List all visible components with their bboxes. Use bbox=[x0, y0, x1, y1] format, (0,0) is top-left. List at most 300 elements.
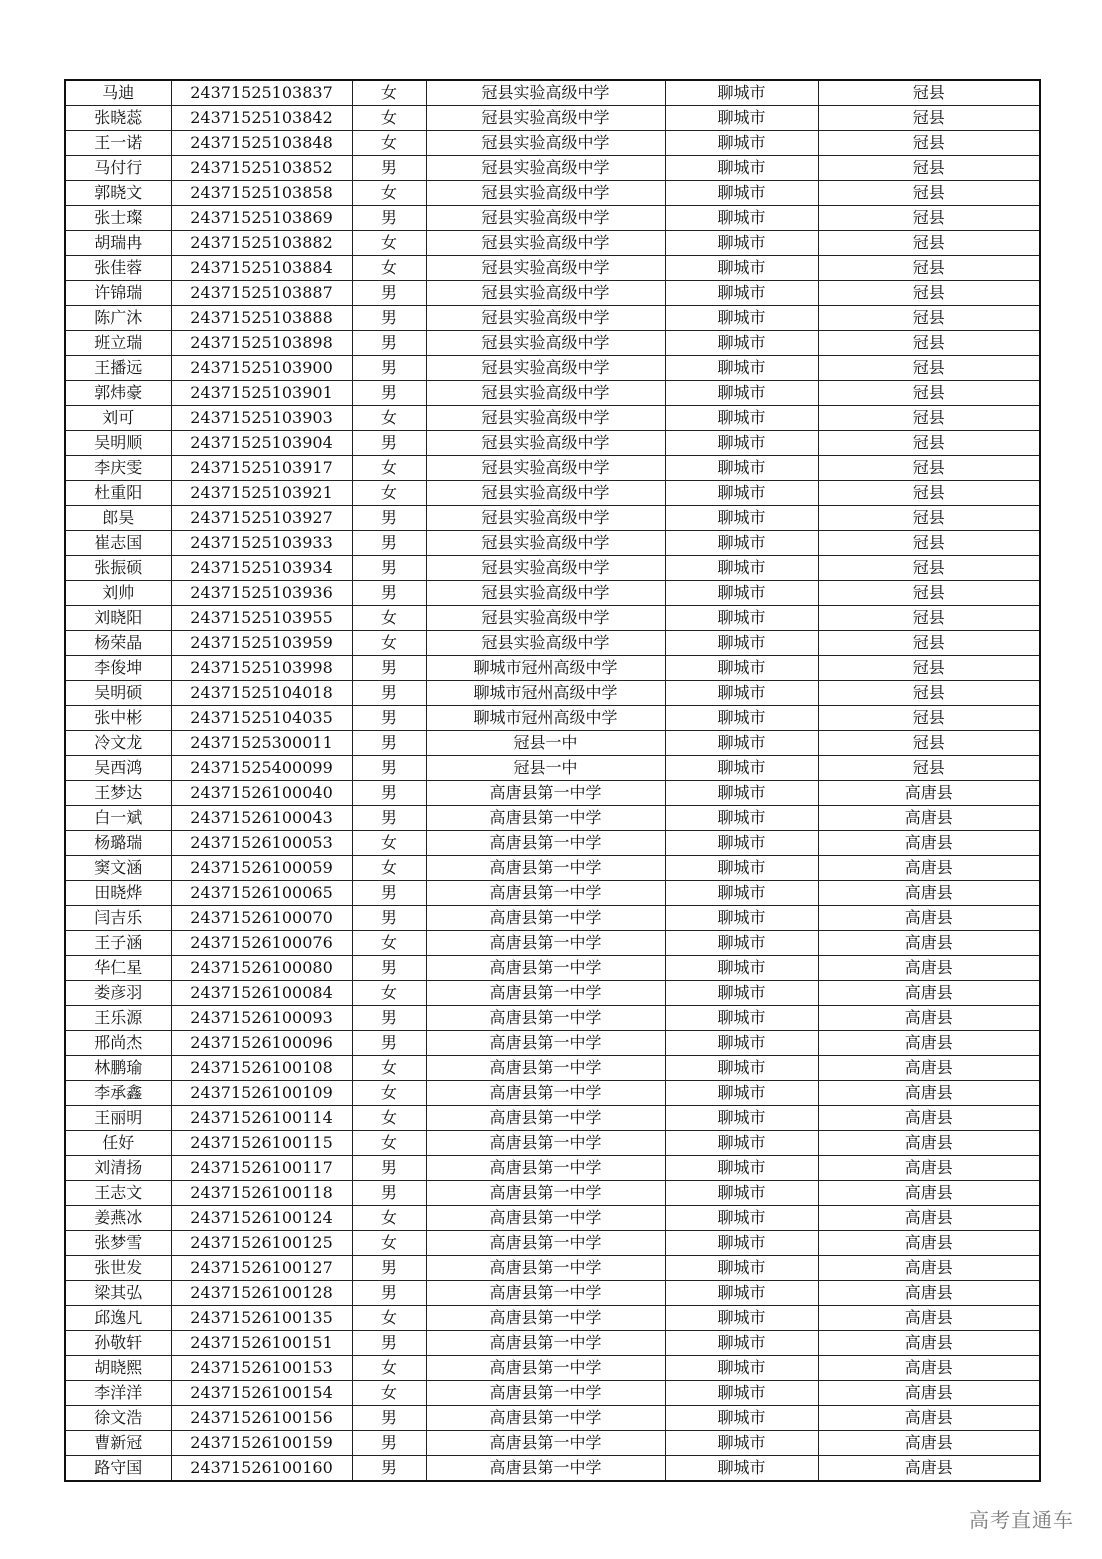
exam-id-cell: 24371526100153 bbox=[171, 1356, 352, 1381]
city-cell: 聊城市 bbox=[665, 231, 818, 256]
school-cell: 冠县实验高级中学 bbox=[426, 181, 665, 206]
gender-cell: 男 bbox=[352, 731, 426, 756]
county-cell: 冠县 bbox=[818, 481, 1040, 506]
city-cell: 聊城市 bbox=[665, 256, 818, 281]
name-cell: 吴明顺 bbox=[65, 431, 171, 456]
city-cell: 聊城市 bbox=[665, 406, 818, 431]
table-row bbox=[65, 781, 1040, 806]
school-cell: 冠县实验高级中学 bbox=[426, 281, 665, 306]
county-cell: 冠县 bbox=[818, 631, 1040, 656]
exam-id-cell: 24371526100125 bbox=[171, 1231, 352, 1256]
city-cell: 聊城市 bbox=[665, 106, 818, 131]
school-cell: 高唐县第一中学 bbox=[426, 1331, 665, 1356]
school-cell: 高唐县第一中学 bbox=[426, 781, 665, 806]
exam-id-cell: 24371525103848 bbox=[171, 131, 352, 156]
table-row bbox=[65, 1231, 1040, 1256]
name-cell: 王丽明 bbox=[65, 1106, 171, 1131]
exam-id-cell: 24371526100093 bbox=[171, 1006, 352, 1031]
county-cell: 冠县 bbox=[818, 606, 1040, 631]
gender-cell: 女 bbox=[352, 456, 426, 481]
exam-id-cell: 24371526100115 bbox=[171, 1131, 352, 1156]
name-cell: 王播远 bbox=[65, 356, 171, 381]
school-cell: 冠县实验高级中学 bbox=[426, 381, 665, 406]
exam-id-cell: 24371525103900 bbox=[171, 356, 352, 381]
exam-id-cell: 24371526100154 bbox=[171, 1381, 352, 1406]
gender-cell: 男 bbox=[352, 706, 426, 731]
school-cell: 冠县实验高级中学 bbox=[426, 481, 665, 506]
city-cell: 聊城市 bbox=[665, 1006, 818, 1031]
exam-id-cell: 24371526100080 bbox=[171, 956, 352, 981]
county-cell: 高唐县 bbox=[818, 1056, 1040, 1081]
city-cell: 聊城市 bbox=[665, 1181, 818, 1206]
name-cell: 杨荣晶 bbox=[65, 631, 171, 656]
gender-cell: 男 bbox=[352, 1256, 426, 1281]
name-cell: 张世发 bbox=[65, 1256, 171, 1281]
gender-cell: 女 bbox=[352, 131, 426, 156]
gender-cell: 男 bbox=[352, 356, 426, 381]
school-cell: 高唐县第一中学 bbox=[426, 1181, 665, 1206]
table-row bbox=[65, 131, 1040, 156]
table-row bbox=[65, 181, 1040, 206]
exam-id-cell: 24371525103898 bbox=[171, 331, 352, 356]
name-cell: 林鹏瑜 bbox=[65, 1056, 171, 1081]
city-cell: 聊城市 bbox=[665, 831, 818, 856]
school-cell: 冠县实验高级中学 bbox=[426, 456, 665, 481]
school-cell: 高唐县第一中学 bbox=[426, 1456, 665, 1482]
exam-id-cell: 24371525103858 bbox=[171, 181, 352, 206]
name-cell: 姜燕冰 bbox=[65, 1206, 171, 1231]
county-cell: 高唐县 bbox=[818, 1031, 1040, 1056]
city-cell: 聊城市 bbox=[665, 1406, 818, 1431]
gender-cell: 男 bbox=[352, 556, 426, 581]
city-cell: 聊城市 bbox=[665, 281, 818, 306]
exam-id-cell: 24371526100040 bbox=[171, 781, 352, 806]
school-cell: 冠县实验高级中学 bbox=[426, 431, 665, 456]
county-cell: 冠县 bbox=[818, 456, 1040, 481]
school-cell: 冠县一中 bbox=[426, 731, 665, 756]
school-cell: 高唐县第一中学 bbox=[426, 1406, 665, 1431]
exam-id-cell: 24371525103917 bbox=[171, 456, 352, 481]
table-row bbox=[65, 881, 1040, 906]
gender-cell: 男 bbox=[352, 306, 426, 331]
name-cell: 王乐源 bbox=[65, 1006, 171, 1031]
city-cell: 聊城市 bbox=[665, 931, 818, 956]
exam-id-cell: 24371525103884 bbox=[171, 256, 352, 281]
gender-cell: 女 bbox=[352, 1131, 426, 1156]
school-cell: 冠县实验高级中学 bbox=[426, 306, 665, 331]
table-row bbox=[65, 506, 1040, 531]
name-cell: 闫吉乐 bbox=[65, 906, 171, 931]
city-cell: 聊城市 bbox=[665, 1381, 818, 1406]
city-cell: 聊城市 bbox=[665, 1356, 818, 1381]
table-row bbox=[65, 231, 1040, 256]
exam-id-cell: 24371525104018 bbox=[171, 681, 352, 706]
name-cell: 杨璐瑞 bbox=[65, 831, 171, 856]
exam-id-cell: 24371525103842 bbox=[171, 106, 352, 131]
school-cell: 高唐县第一中学 bbox=[426, 1281, 665, 1306]
exam-id-cell: 24371525400099 bbox=[171, 756, 352, 781]
name-cell: 崔志国 bbox=[65, 531, 171, 556]
school-cell: 冠县实验高级中学 bbox=[426, 356, 665, 381]
gender-cell: 女 bbox=[352, 80, 426, 106]
name-cell: 路守国 bbox=[65, 1456, 171, 1482]
gender-cell: 男 bbox=[352, 1181, 426, 1206]
exam-id-cell: 24371526100117 bbox=[171, 1156, 352, 1181]
table-row bbox=[65, 381, 1040, 406]
table-row bbox=[65, 456, 1040, 481]
school-cell: 聊城市冠州高级中学 bbox=[426, 681, 665, 706]
county-cell: 冠县 bbox=[818, 706, 1040, 731]
school-cell: 高唐县第一中学 bbox=[426, 1106, 665, 1131]
city-cell: 聊城市 bbox=[665, 506, 818, 531]
name-cell: 胡晓熙 bbox=[65, 1356, 171, 1381]
school-cell: 冠县实验高级中学 bbox=[426, 581, 665, 606]
table-row bbox=[65, 631, 1040, 656]
gender-cell: 男 bbox=[352, 581, 426, 606]
student-roster-table bbox=[64, 79, 1041, 1482]
city-cell: 聊城市 bbox=[665, 1431, 818, 1456]
county-cell: 高唐县 bbox=[818, 1431, 1040, 1456]
name-cell: 王一诺 bbox=[65, 131, 171, 156]
name-cell: 王志文 bbox=[65, 1181, 171, 1206]
exam-id-cell: 24371526100160 bbox=[171, 1456, 352, 1482]
table-row bbox=[65, 1381, 1040, 1406]
school-cell: 高唐县第一中学 bbox=[426, 1356, 665, 1381]
name-cell: 邱逸凡 bbox=[65, 1306, 171, 1331]
county-cell: 高唐县 bbox=[818, 1156, 1040, 1181]
name-cell: 班立瑞 bbox=[65, 331, 171, 356]
city-cell: 聊城市 bbox=[665, 1131, 818, 1156]
table-row bbox=[65, 1356, 1040, 1381]
county-cell: 冠县 bbox=[818, 80, 1040, 106]
gender-cell: 男 bbox=[352, 281, 426, 306]
gender-cell: 男 bbox=[352, 381, 426, 406]
gender-cell: 男 bbox=[352, 806, 426, 831]
city-cell: 聊城市 bbox=[665, 481, 818, 506]
name-cell: 杜重阳 bbox=[65, 481, 171, 506]
city-cell: 聊城市 bbox=[665, 156, 818, 181]
gender-cell: 女 bbox=[352, 106, 426, 131]
city-cell: 聊城市 bbox=[665, 1106, 818, 1131]
name-cell: 刘可 bbox=[65, 406, 171, 431]
table-row bbox=[65, 481, 1040, 506]
county-cell: 高唐县 bbox=[818, 1406, 1040, 1431]
county-cell: 冠县 bbox=[818, 356, 1040, 381]
name-cell: 刘帅 bbox=[65, 581, 171, 606]
exam-id-cell: 24371526100128 bbox=[171, 1281, 352, 1306]
gender-cell: 女 bbox=[352, 1356, 426, 1381]
city-cell: 聊城市 bbox=[665, 656, 818, 681]
exam-id-cell: 24371526100070 bbox=[171, 906, 352, 931]
gender-cell: 女 bbox=[352, 831, 426, 856]
county-cell: 冠县 bbox=[818, 756, 1040, 781]
city-cell: 聊城市 bbox=[665, 956, 818, 981]
county-cell: 高唐县 bbox=[818, 1006, 1040, 1031]
city-cell: 聊城市 bbox=[665, 581, 818, 606]
gender-cell: 男 bbox=[352, 506, 426, 531]
gender-cell: 女 bbox=[352, 481, 426, 506]
table-row bbox=[65, 1456, 1040, 1482]
city-cell: 聊城市 bbox=[665, 631, 818, 656]
exam-id-cell: 24371526100053 bbox=[171, 831, 352, 856]
gender-cell: 女 bbox=[352, 856, 426, 881]
county-cell: 冠县 bbox=[818, 681, 1040, 706]
table-row bbox=[65, 1156, 1040, 1181]
county-cell: 高唐县 bbox=[818, 806, 1040, 831]
city-cell: 聊城市 bbox=[665, 1081, 818, 1106]
table-row bbox=[65, 1306, 1040, 1331]
county-cell: 冠县 bbox=[818, 281, 1040, 306]
name-cell: 曹新冠 bbox=[65, 1431, 171, 1456]
table-row bbox=[65, 956, 1040, 981]
table-row bbox=[65, 331, 1040, 356]
school-cell: 高唐县第一中学 bbox=[426, 906, 665, 931]
city-cell: 聊城市 bbox=[665, 306, 818, 331]
county-cell: 冠县 bbox=[818, 206, 1040, 231]
school-cell: 高唐县第一中学 bbox=[426, 981, 665, 1006]
school-cell: 高唐县第一中学 bbox=[426, 931, 665, 956]
gender-cell: 女 bbox=[352, 256, 426, 281]
gender-cell: 女 bbox=[352, 931, 426, 956]
table-row bbox=[65, 806, 1040, 831]
county-cell: 冠县 bbox=[818, 131, 1040, 156]
school-cell: 冠县实验高级中学 bbox=[426, 331, 665, 356]
exam-id-cell: 24371525103887 bbox=[171, 281, 352, 306]
table-row bbox=[65, 256, 1040, 281]
school-cell: 高唐县第一中学 bbox=[426, 1156, 665, 1181]
school-cell: 冠县实验高级中学 bbox=[426, 531, 665, 556]
school-cell: 冠县实验高级中学 bbox=[426, 231, 665, 256]
gender-cell: 男 bbox=[352, 1456, 426, 1482]
gender-cell: 女 bbox=[352, 1056, 426, 1081]
city-cell: 聊城市 bbox=[665, 756, 818, 781]
school-cell: 冠县实验高级中学 bbox=[426, 606, 665, 631]
name-cell: 李俊坤 bbox=[65, 656, 171, 681]
name-cell: 李庆雯 bbox=[65, 456, 171, 481]
exam-id-cell: 24371525300011 bbox=[171, 731, 352, 756]
city-cell: 聊城市 bbox=[665, 1031, 818, 1056]
table-row bbox=[65, 281, 1040, 306]
exam-id-cell: 24371525103959 bbox=[171, 631, 352, 656]
gender-cell: 男 bbox=[352, 1431, 426, 1456]
city-cell: 聊城市 bbox=[665, 1056, 818, 1081]
gender-cell: 男 bbox=[352, 881, 426, 906]
name-cell: 胡瑞冉 bbox=[65, 231, 171, 256]
table-row bbox=[65, 681, 1040, 706]
city-cell: 聊城市 bbox=[665, 1256, 818, 1281]
name-cell: 徐文浩 bbox=[65, 1406, 171, 1431]
county-cell: 高唐县 bbox=[818, 931, 1040, 956]
county-cell: 冠县 bbox=[818, 406, 1040, 431]
county-cell: 高唐县 bbox=[818, 1356, 1040, 1381]
exam-id-cell: 24371526100109 bbox=[171, 1081, 352, 1106]
school-cell: 冠县实验高级中学 bbox=[426, 256, 665, 281]
exam-id-cell: 24371525103837 bbox=[171, 80, 352, 106]
county-cell: 冠县 bbox=[818, 306, 1040, 331]
city-cell: 聊城市 bbox=[665, 331, 818, 356]
school-cell: 冠县实验高级中学 bbox=[426, 156, 665, 181]
table-row bbox=[65, 106, 1040, 131]
county-cell: 高唐县 bbox=[818, 1281, 1040, 1306]
gender-cell: 男 bbox=[352, 156, 426, 181]
name-cell: 孙敬轩 bbox=[65, 1331, 171, 1356]
table-row bbox=[65, 531, 1040, 556]
table-row bbox=[65, 1181, 1040, 1206]
name-cell: 窦文涵 bbox=[65, 856, 171, 881]
name-cell: 田晓烨 bbox=[65, 881, 171, 906]
table-row bbox=[65, 706, 1040, 731]
name-cell: 刘清扬 bbox=[65, 1156, 171, 1181]
city-cell: 聊城市 bbox=[665, 381, 818, 406]
gender-cell: 男 bbox=[352, 1281, 426, 1306]
name-cell: 陈广沐 bbox=[65, 306, 171, 331]
table-row bbox=[65, 206, 1040, 231]
exam-id-cell: 24371526100076 bbox=[171, 931, 352, 956]
county-cell: 高唐县 bbox=[818, 1456, 1040, 1482]
exam-id-cell: 24371526100151 bbox=[171, 1331, 352, 1356]
name-cell: 华仁星 bbox=[65, 956, 171, 981]
county-cell: 高唐县 bbox=[818, 1181, 1040, 1206]
school-cell: 冠县实验高级中学 bbox=[426, 556, 665, 581]
gender-cell: 女 bbox=[352, 1206, 426, 1231]
gender-cell: 男 bbox=[352, 206, 426, 231]
name-cell: 冷文龙 bbox=[65, 731, 171, 756]
table-row bbox=[65, 931, 1040, 956]
exam-id-cell: 24371526100127 bbox=[171, 1256, 352, 1281]
city-cell: 聊城市 bbox=[665, 1281, 818, 1306]
exam-id-cell: 24371526100114 bbox=[171, 1106, 352, 1131]
exam-id-cell: 24371525103882 bbox=[171, 231, 352, 256]
county-cell: 高唐县 bbox=[818, 906, 1040, 931]
city-cell: 聊城市 bbox=[665, 1456, 818, 1482]
county-cell: 高唐县 bbox=[818, 831, 1040, 856]
county-cell: 高唐县 bbox=[818, 1231, 1040, 1256]
school-cell: 高唐县第一中学 bbox=[426, 1056, 665, 1081]
table-row bbox=[65, 406, 1040, 431]
gender-cell: 女 bbox=[352, 1306, 426, 1331]
name-cell: 任好 bbox=[65, 1131, 171, 1156]
county-cell: 冠县 bbox=[818, 231, 1040, 256]
table-row bbox=[65, 1056, 1040, 1081]
city-cell: 聊城市 bbox=[665, 1231, 818, 1256]
name-cell: 李承鑫 bbox=[65, 1081, 171, 1106]
gender-cell: 女 bbox=[352, 1106, 426, 1131]
school-cell: 高唐县第一中学 bbox=[426, 1306, 665, 1331]
name-cell: 吴西鸿 bbox=[65, 756, 171, 781]
exam-id-cell: 24371526100108 bbox=[171, 1056, 352, 1081]
gender-cell: 男 bbox=[352, 656, 426, 681]
city-cell: 聊城市 bbox=[665, 80, 818, 106]
county-cell: 高唐县 bbox=[818, 1306, 1040, 1331]
table-row bbox=[65, 1106, 1040, 1131]
city-cell: 聊城市 bbox=[665, 781, 818, 806]
name-cell: 李洋洋 bbox=[65, 1381, 171, 1406]
table-row bbox=[65, 356, 1040, 381]
school-cell: 聊城市冠州高级中学 bbox=[426, 706, 665, 731]
gender-cell: 男 bbox=[352, 956, 426, 981]
gender-cell: 男 bbox=[352, 1031, 426, 1056]
exam-id-cell: 24371525103921 bbox=[171, 481, 352, 506]
exam-id-cell: 24371526100096 bbox=[171, 1031, 352, 1056]
county-cell: 高唐县 bbox=[818, 1256, 1040, 1281]
gender-cell: 男 bbox=[352, 1331, 426, 1356]
school-cell: 高唐县第一中学 bbox=[426, 1381, 665, 1406]
county-cell: 冠县 bbox=[818, 156, 1040, 181]
gender-cell: 男 bbox=[352, 431, 426, 456]
table-row bbox=[65, 1256, 1040, 1281]
county-cell: 冠县 bbox=[818, 556, 1040, 581]
county-cell: 冠县 bbox=[818, 106, 1040, 131]
school-cell: 冠县实验高级中学 bbox=[426, 506, 665, 531]
city-cell: 聊城市 bbox=[665, 556, 818, 581]
name-cell: 王子涵 bbox=[65, 931, 171, 956]
county-cell: 高唐县 bbox=[818, 781, 1040, 806]
city-cell: 聊城市 bbox=[665, 1206, 818, 1231]
county-cell: 冠县 bbox=[818, 181, 1040, 206]
county-cell: 高唐县 bbox=[818, 1131, 1040, 1156]
county-cell: 冠县 bbox=[818, 506, 1040, 531]
table-row bbox=[65, 80, 1040, 106]
exam-id-cell: 24371525103901 bbox=[171, 381, 352, 406]
school-cell: 高唐县第一中学 bbox=[426, 1431, 665, 1456]
city-cell: 聊城市 bbox=[665, 456, 818, 481]
name-cell: 马付行 bbox=[65, 156, 171, 181]
city-cell: 聊城市 bbox=[665, 981, 818, 1006]
exam-id-cell: 24371525103998 bbox=[171, 656, 352, 681]
city-cell: 聊城市 bbox=[665, 856, 818, 881]
name-cell: 张佳蓉 bbox=[65, 256, 171, 281]
name-cell: 张振硕 bbox=[65, 556, 171, 581]
school-cell: 冠县实验高级中学 bbox=[426, 406, 665, 431]
city-cell: 聊城市 bbox=[665, 1331, 818, 1356]
city-cell: 聊城市 bbox=[665, 1306, 818, 1331]
county-cell: 冠县 bbox=[818, 431, 1040, 456]
county-cell: 高唐县 bbox=[818, 1331, 1040, 1356]
table-row bbox=[65, 306, 1040, 331]
county-cell: 高唐县 bbox=[818, 981, 1040, 1006]
city-cell: 聊城市 bbox=[665, 881, 818, 906]
gender-cell: 女 bbox=[352, 406, 426, 431]
name-cell: 王梦达 bbox=[65, 781, 171, 806]
name-cell: 邢尚杰 bbox=[65, 1031, 171, 1056]
city-cell: 聊城市 bbox=[665, 356, 818, 381]
exam-id-cell: 24371525103934 bbox=[171, 556, 352, 581]
gender-cell: 男 bbox=[352, 1006, 426, 1031]
city-cell: 聊城市 bbox=[665, 1156, 818, 1181]
table-row bbox=[65, 156, 1040, 181]
table-row bbox=[65, 431, 1040, 456]
city-cell: 聊城市 bbox=[665, 906, 818, 931]
school-cell: 高唐县第一中学 bbox=[426, 1081, 665, 1106]
exam-id-cell: 24371525103852 bbox=[171, 156, 352, 181]
gender-cell: 男 bbox=[352, 1156, 426, 1181]
exam-id-cell: 24371525103955 bbox=[171, 606, 352, 631]
school-cell: 高唐县第一中学 bbox=[426, 1131, 665, 1156]
school-cell: 高唐县第一中学 bbox=[426, 1206, 665, 1231]
school-cell: 冠县实验高级中学 bbox=[426, 80, 665, 106]
gender-cell: 女 bbox=[352, 631, 426, 656]
name-cell: 郎昊 bbox=[65, 506, 171, 531]
name-cell: 张士璨 bbox=[65, 206, 171, 231]
exam-id-cell: 24371526100124 bbox=[171, 1206, 352, 1231]
gender-cell: 女 bbox=[352, 981, 426, 1006]
table-row bbox=[65, 906, 1040, 931]
county-cell: 高唐县 bbox=[818, 1081, 1040, 1106]
school-cell: 高唐县第一中学 bbox=[426, 881, 665, 906]
school-cell: 冠县实验高级中学 bbox=[426, 206, 665, 231]
gender-cell: 女 bbox=[352, 231, 426, 256]
school-cell: 聊城市冠州高级中学 bbox=[426, 656, 665, 681]
